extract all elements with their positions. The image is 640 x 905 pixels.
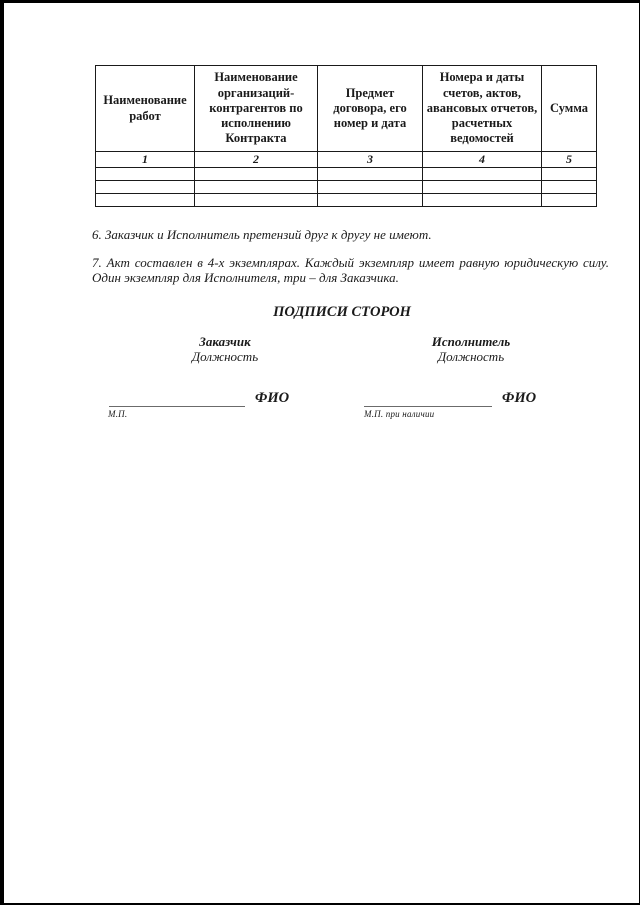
empty-cell: [96, 194, 195, 207]
empty-cell: [423, 168, 542, 181]
empty-cell: [423, 181, 542, 194]
empty-cell: [542, 194, 597, 207]
signature-line-contractor: [364, 391, 492, 407]
header-cell-works: Наименование работ: [96, 66, 195, 152]
header-cell-contractors: Наименование организаций-контрагентов по исполнению Контракта: [195, 66, 318, 152]
column-number: 3: [318, 152, 423, 168]
column-number: 5: [542, 152, 597, 168]
column-number: 2: [195, 152, 318, 168]
empty-cell: [318, 194, 423, 207]
table-column-number-row: [96, 152, 597, 168]
column-number: 1: [96, 152, 195, 168]
party-name-contractor: Исполнитель: [431, 334, 511, 349]
seal-label-customer: М.П.: [108, 409, 128, 419]
empty-cell: [318, 168, 423, 181]
table-empty-row: [96, 181, 597, 194]
header-cell-invoices: Номера и даты счетов, актов, авансовых отчетов, расчетных ведомостей: [423, 66, 542, 152]
signature-line-customer: [109, 391, 245, 407]
signature-row-customer: [109, 389, 289, 407]
empty-cell: [195, 194, 318, 207]
clause-6-no-claims: 6. Заказчик и Исполнитель претензий друг к другу не имеют.: [92, 227, 432, 242]
empty-cell: [318, 181, 423, 194]
party-block-contractor: [361, 334, 581, 364]
clause-7-copies: 7. Акт составлен в 4-х экземплярах. Каждый экземпляр имеет равную юридическую силу. Один экземпляр для Исполнителя, три – для Заказчика.: [92, 255, 609, 285]
contract-works-table: [95, 65, 597, 207]
empty-cell: [542, 181, 597, 194]
table-empty-row: [96, 168, 597, 181]
header-cell-sum: Сумма: [542, 66, 597, 152]
empty-cell: [195, 181, 318, 194]
empty-cell: [195, 168, 318, 181]
empty-cell: [96, 168, 195, 181]
signatures-heading: ПОДПИСИ СТОРОН: [273, 304, 411, 320]
signature-row-contractor: [364, 389, 536, 407]
empty-cell: [96, 181, 195, 194]
table-empty-row: [96, 194, 597, 207]
empty-cell: [542, 168, 597, 181]
party-role-contractor: Должность: [437, 349, 505, 364]
party-name-customer: Заказчик: [199, 334, 251, 349]
header-cell-subject: Предмет договора, его номер и дата: [318, 66, 423, 152]
fio-label-customer: ФИО: [255, 390, 290, 406]
table-header-row: [96, 66, 597, 152]
column-number: 4: [423, 152, 542, 168]
fio-label-contractor: ФИО: [502, 390, 537, 406]
seal-label-contractor: М.П. при наличии: [364, 409, 435, 419]
party-block-customer: [115, 334, 335, 364]
party-role-customer: Должность: [191, 349, 259, 364]
empty-cell: [423, 194, 542, 207]
